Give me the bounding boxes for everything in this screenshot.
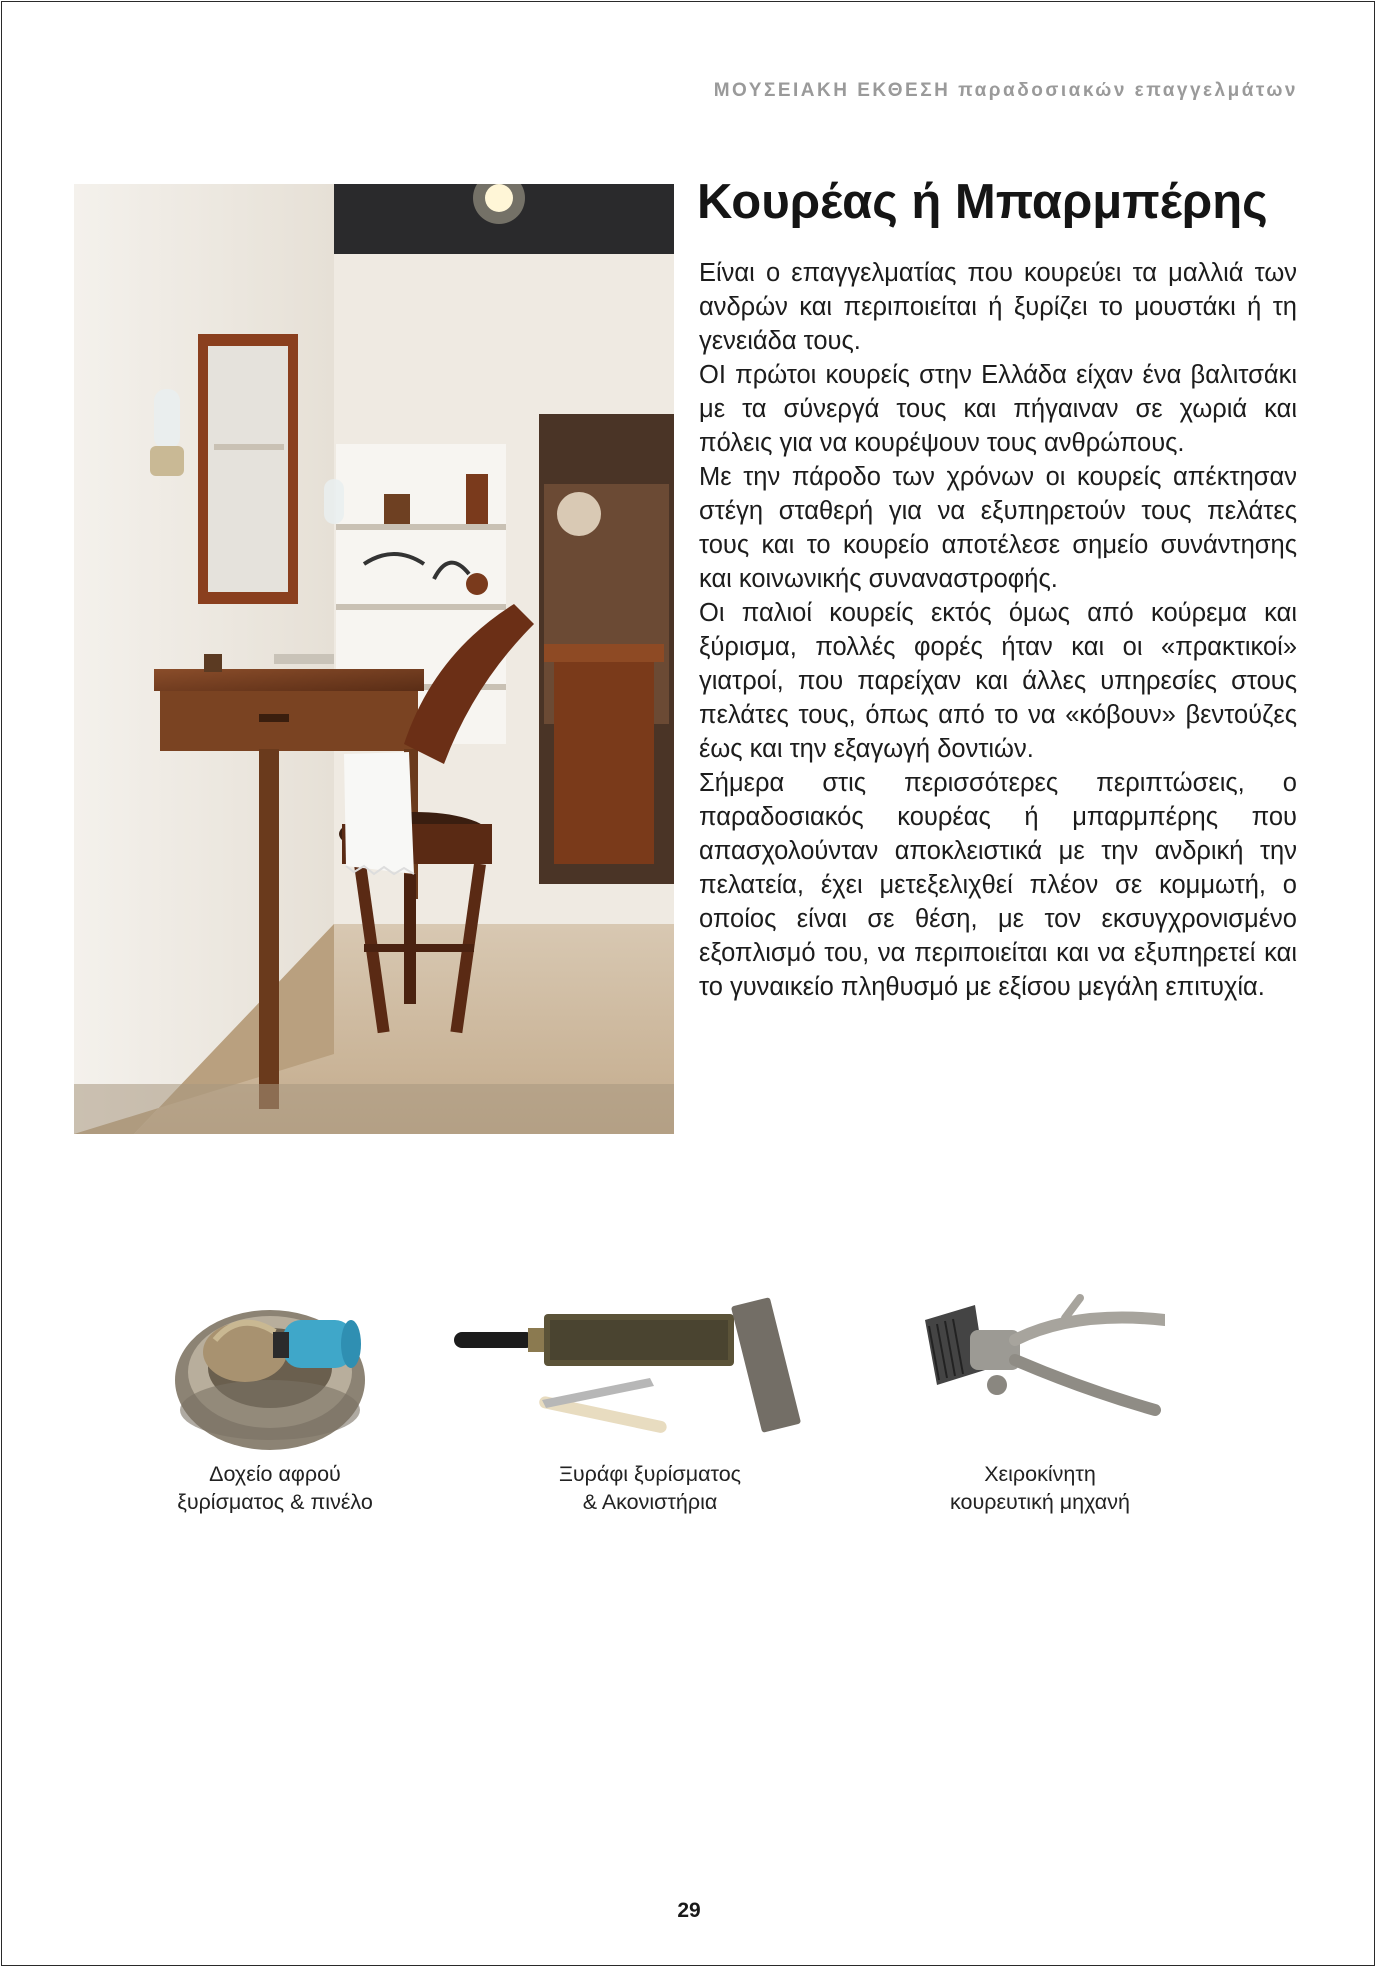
article-paragraph: Οι παλιοί κουρείς εκτός όμως από κούρεμα και ξύρισμα, πολλές φορές ήταν και οι «πρακτικοί» γιατροί, που παρείχαν και άλλες υπηρεσίες στους πελάτες τους, όπως από το να «κόβουν» βεντούζες έως και την εξαγωγή δοντιών.: [699, 599, 1297, 763]
article-paragraph: Σήμερα στις περισσότερες περιπτώσεις, ο παραδοσιακός κουρέας ή μπαρμπέρης που απασχολούνταν αποκλειστικά με την ανδρική την πελατεία, έχει μετεξελιχθεί πλέον σε κομμωτή, ο οποίος είναι σε θέση, με τον εκσυγχρονισμένο εξοπλισμό του, να περιποιείται και να εξυπηρετεί και το γυναικείο πληθυσμό με εξίσου μεγάλη επιτυχία.: [699, 769, 1297, 1001]
caption-line: & Ακονιστήρια: [582, 1490, 718, 1514]
hand-clipper-icon: [915, 1260, 1165, 1460]
item-caption: [150, 1460, 400, 1516]
article-paragraph: Με την πάροδο των χρόνων οι κουρείς απέκτησαν στέγη σταθερή για να εξυπηρετούν τους πελάτες τους και το κουρείο αποτέλεσε σημείο συνάντησης και κοινωνικής συναναστροφής.: [699, 463, 1297, 593]
caption-line: Ξυράφι ξυρίσματος: [558, 1462, 742, 1486]
item-hand-clipper: [915, 1260, 1165, 1516]
barber-exhibit-photo: [74, 184, 674, 1134]
caption-line: Δοχείο αφρού: [209, 1462, 341, 1486]
caption-line: ξυρίσματος & πινέλο: [177, 1490, 373, 1514]
item-caption: [915, 1460, 1165, 1516]
shaving-bowl-brush-icon: [165, 1260, 385, 1460]
article-paragraph: ΟΙ πρώτοι κουρείς στην Ελλάδα είχαν ένα βαλιτσάκι με τα σύνεργά τους και πήγαιναν σε χωριά και πόλεις για να κουρέψουν τους ανθρώπους.: [699, 361, 1297, 457]
item-straight-razor: [450, 1260, 850, 1516]
caption-line: Χειροκίνητη: [984, 1462, 1096, 1486]
straight-razor-sharpeners-icon: [450, 1260, 850, 1460]
item-shaving-bowl: [150, 1260, 400, 1516]
item-caption: [450, 1460, 850, 1516]
article-title: Κουρέας ή Μπαρμπέρης: [697, 175, 1268, 229]
article-paragraph: Είναι ο επαγγελματίας που κουρεύει τα μαλλιά των ανδρών και περιποιείται ή ξυρίζει το μουστάκι ή τη γενειάδα τους.: [699, 259, 1297, 355]
caption-line: κουρευτική μηχανή: [950, 1490, 1130, 1514]
page-number: 29: [677, 1899, 701, 1922]
running-header: ΜΟΥΣΕΙΑΚΗ ΕΚΘΕΣΗ παραδοσιακών επαγγελμάτων: [713, 80, 1298, 101]
article-body: [699, 256, 1297, 1004]
